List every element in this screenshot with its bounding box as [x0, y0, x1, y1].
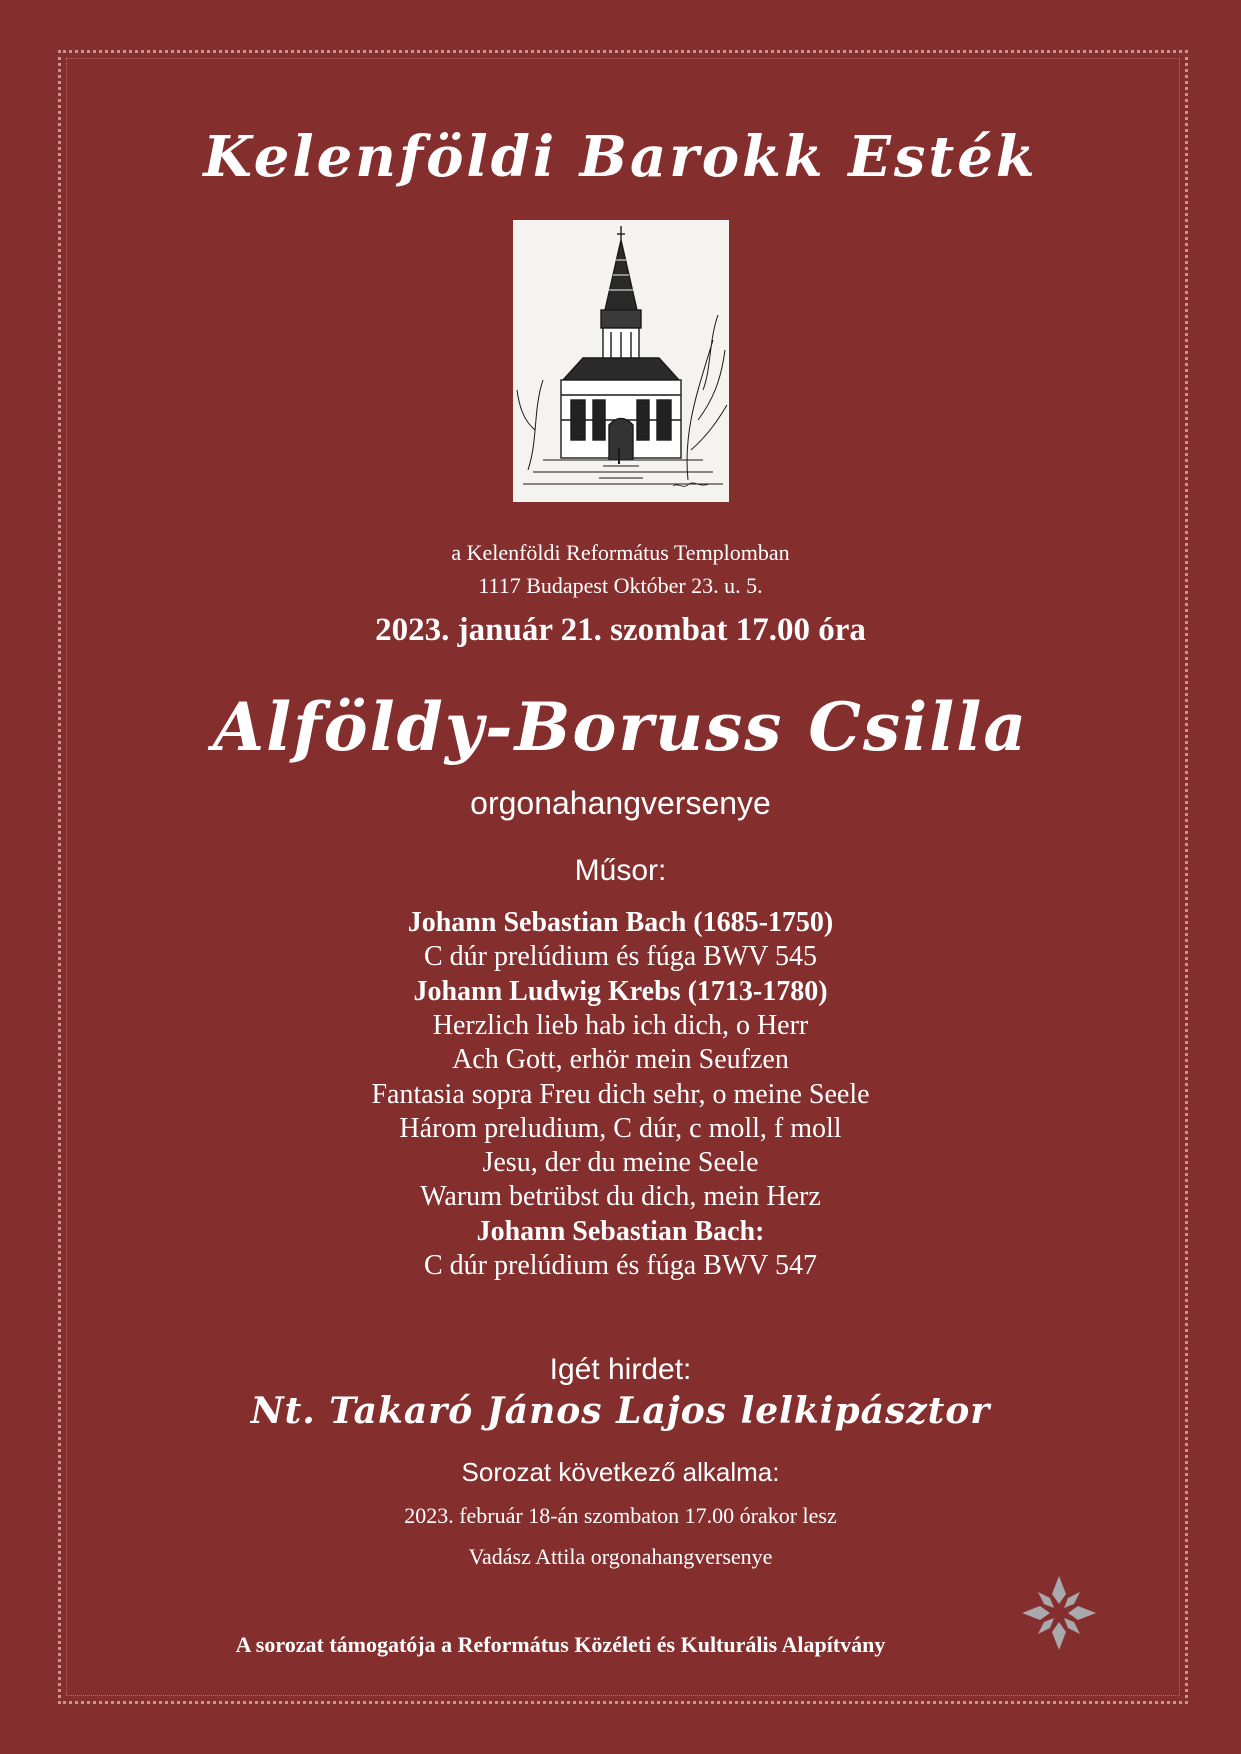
program-composer: Johann Ludwig Krebs (1713-1780): [413, 975, 828, 1007]
program-piece: C dúr prelúdium és fúga BWV 547: [424, 1250, 817, 1281]
venue-line-1: a Kelenföldi Református Templomban: [451, 540, 790, 565]
program-piece: Herzlich lieb hab ich dich, o Herr: [432, 1009, 809, 1041]
next-event-date: 2023. február 18-án szombaton 17.00 órakor lesz: [404, 1503, 837, 1528]
next-event-performer: Vadász Attila orgonahangversenye: [468, 1544, 773, 1569]
program-piece: Ach Gott, erhör mein Seufzen: [452, 1044, 789, 1076]
program-piece: Warum betrübst du dich, mein Herz: [420, 1181, 821, 1213]
preacher-name: Nt. Takaró János Lajos lelkipásztor: [250, 1390, 991, 1432]
program-piece: Három preludium, C dúr, c moll, f moll: [399, 1112, 842, 1144]
program-piece: Jesu, der du meine Seele: [482, 1147, 759, 1179]
star-logo-icon: [1020, 1574, 1098, 1652]
program-piece: C dúr prelúdium és fúga BWV 545: [424, 941, 817, 973]
program-piece: Fantasia sopra Freu dich sehr, o meine Seele: [371, 1078, 870, 1110]
performer-subtitle: orgonahangversenye: [470, 785, 771, 821]
program-heading: Műsor:: [574, 854, 667, 887]
church-drawing-icon: [513, 220, 729, 502]
series-title: Kelenföldi Barokk Esték: [203, 124, 1038, 190]
sponsor-line: A sorozat támogatója a Református Közéleti és Kulturális Alapítvány: [235, 1632, 886, 1657]
sermon-label: Igét hirdet:: [549, 1353, 692, 1386]
next-event-label: Sorozat következő alkalma:: [461, 1457, 780, 1487]
concert-date: 2023. január 21. szombat 17.00 óra: [375, 612, 866, 648]
program-composer: Johann Sebastian Bach (1685-1750): [407, 907, 834, 938]
program-composer: Johann Sebastian Bach:: [476, 1215, 765, 1247]
performer-name: Alföldy-Boruss Csilla: [212, 688, 1029, 766]
venue-address: 1117 Budapest Október 23. u. 5.: [478, 573, 763, 598]
